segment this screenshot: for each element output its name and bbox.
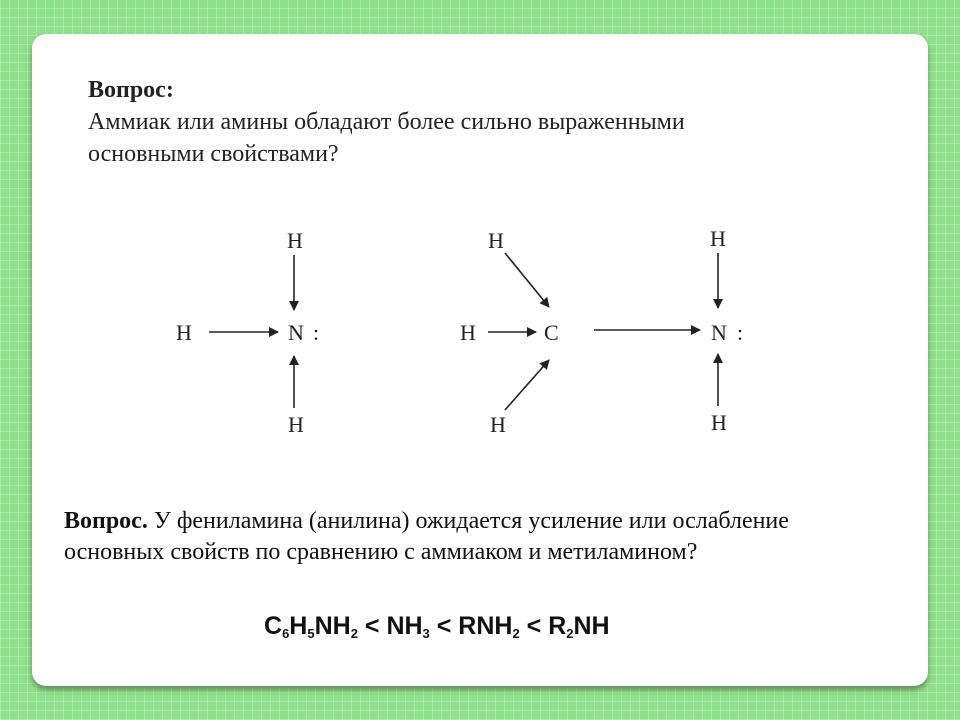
formula-part: NH (386, 612, 423, 640)
formula-part: H (289, 612, 308, 640)
formula-subscript: 2 (512, 626, 520, 641)
methylamine-structure (460, 226, 743, 437)
lone-pair-amine: : (737, 320, 744, 345)
formula-subscript: 2 (350, 626, 358, 641)
question-1-label: Вопрос: (88, 77, 174, 103)
formula-part: RNH (458, 612, 513, 640)
formula-subscript: 6 (282, 626, 290, 641)
atom-n: N (288, 320, 304, 345)
question-1-text-line2: основными свойствами? (88, 141, 339, 167)
atom-n-amine: N (711, 320, 727, 345)
formula-subscript: 5 (307, 626, 315, 641)
atom-h-n-bottom: H (711, 410, 727, 435)
formula-subscript: 2 (566, 626, 574, 641)
atom-h-c-top: H (488, 228, 504, 253)
question-2-label: Вопрос. (64, 508, 148, 534)
lone-pair: : (313, 320, 320, 345)
formula-part: NH (573, 612, 610, 640)
arrow-h-bottom-to-c (505, 360, 549, 410)
arrow-h-top-to-c (505, 253, 549, 307)
formula-part: R (548, 612, 567, 640)
atom-h-top: H (287, 228, 303, 253)
atom-h-left: H (176, 320, 192, 345)
formula-part: NH (314, 612, 351, 640)
atom-h-c-bottom: H (490, 412, 506, 437)
formula-part: C (264, 612, 283, 640)
ammonia-structure (176, 228, 319, 437)
formula-less-than: < (429, 612, 459, 640)
basicity-series-formula (264, 612, 610, 641)
question-2-text: У фениламина (анилина) ожидается усиление или ослабление основных свойств по сравнению с аммиаком и метиламином? (64, 508, 789, 565)
formula-less-than: < (357, 612, 387, 640)
formula-subscript: 3 (422, 626, 430, 641)
question-1-text-line1: Аммиак или амины обладают более сильно выраженными (88, 109, 685, 135)
atom-h-c-left: H (460, 320, 476, 345)
question-2 (64, 506, 864, 568)
atom-h-n-top: H (710, 226, 726, 251)
atom-c: C (544, 320, 559, 345)
atom-h-bottom: H (288, 412, 304, 437)
formula-less-than: < (519, 612, 549, 640)
